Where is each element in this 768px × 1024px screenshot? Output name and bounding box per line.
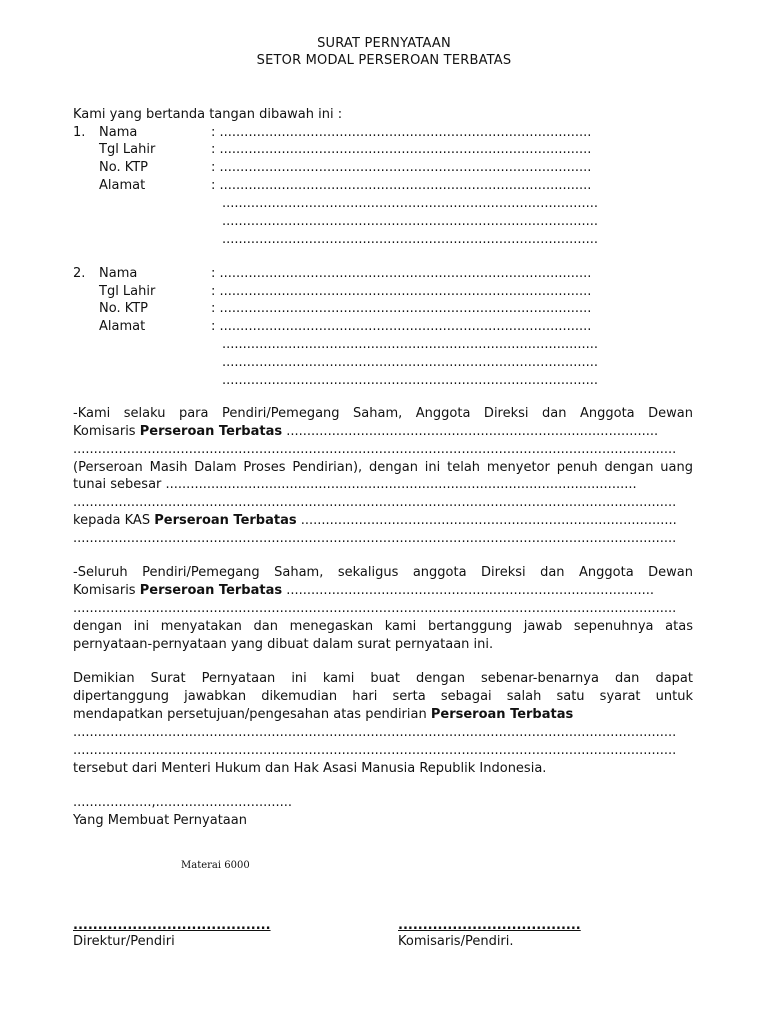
- person-1-tgl-blank: : ..........................................................................................: [211, 142, 592, 157]
- person-1-alamat-cont-2: ...........................................................................................: [222, 214, 599, 229]
- p1-line-2: Komisaris Perseroan Terbatas ..........................................................................................: [73, 424, 659, 439]
- person-2-alamat-label: Alamat: [99, 319, 146, 334]
- person-2-alamat-cont-1: ...........................................................................................: [222, 337, 599, 352]
- person-1-tgl-label: Tgl Lahir: [99, 142, 156, 157]
- p2-line-2: Komisaris Perseroan Terbatas .........................................................................................: [73, 583, 655, 598]
- p3-line-3: mendapatkan persetujuan/pengesahan atas pendirian Perseroan Terbatas: [73, 707, 574, 722]
- p2-line-4: dengan ini menyatakan dan menegaskan kami bertanggung jawab sepenuhnya atas: [73, 619, 693, 634]
- p1-line-7: kepada KAS Perseroan Terbatas ...........................................................................................: [73, 513, 677, 528]
- right-signature-label: Komisaris/Pendiri.: [398, 934, 514, 949]
- signer-label: Yang Membuat Pernyataan: [73, 813, 247, 828]
- p1-line-4: (Perseroan Masih Dalam Proses Pendirian), dengan ini telah menyetor penuh dengan uang: [73, 460, 693, 475]
- person-2-tgl-label: Tgl Lahir: [99, 284, 156, 299]
- p1-line-6: ..................................................................................................................................................: [73, 495, 677, 510]
- person-1-alamat-blank: : ..........................................................................................: [211, 178, 592, 193]
- person-1-nama-blank: : ..........................................................................................: [211, 125, 592, 140]
- person-2-number: 2.: [73, 266, 86, 281]
- title-line-1: SURAT PERNYATAAN: [317, 36, 451, 51]
- person-2-nama-label: Nama: [99, 266, 138, 281]
- p1-line-5: tunai sebesar ..................................................................................................................: [73, 477, 637, 492]
- p3-bold-company: Perseroan Terbatas: [430, 707, 574, 722]
- p3-line-2: dipertanggung jawabkan dikemudian hari serta sebagai salah satu syarat untuk: [73, 689, 693, 704]
- p1-line-8: ..................................................................................................................................................: [73, 531, 677, 546]
- right-signature-line: .....................................: [398, 918, 581, 933]
- person-2-alamat-cont-2: ...........................................................................................: [222, 355, 599, 370]
- p1-bold-company-2: Perseroan Terbatas: [154, 513, 297, 528]
- person-1-alamat-label: Alamat: [99, 178, 146, 193]
- p2-line-5: pernyataan-pernyataan yang dibuat dalam surat pernyataan ini.: [73, 637, 494, 652]
- p1-line-1: -Kami selaku para Pendiri/Pemegang Saham, Anggota Direksi dan Anggota Dewan: [73, 406, 693, 421]
- p1-line-3: ..................................................................................................................................................: [73, 442, 677, 457]
- person-2-ktp-blank: : ..........................................................................................: [211, 301, 592, 316]
- p2-line-3: ..................................................................................................................................................: [73, 601, 677, 616]
- p2-bold-company: Perseroan Terbatas: [139, 583, 283, 598]
- p2-line-1: -Seluruh Pendiri/Pemegang Saham, sekaligus anggota Direksi dan Anggota Dewan: [73, 565, 693, 580]
- title-line-2: SETOR MODAL PERSEROAN TERBATAS: [256, 53, 512, 68]
- left-signature-label: Direktur/Pendiri: [73, 934, 175, 949]
- person-2-nama-blank: : ..........................................................................................: [211, 266, 592, 281]
- person-2-ktp-label: No. KTP: [99, 301, 149, 316]
- p3-line-6: tersebut dari Menteri Hukum dan Hak Asasi Manusia Republik Indonesia.: [73, 761, 547, 776]
- p3-line-5: ..................................................................................................................................................: [73, 743, 677, 758]
- person-2-alamat-cont-3: ...........................................................................................: [222, 373, 599, 388]
- p3-line-4: ..................................................................................................................................................: [73, 725, 677, 740]
- person-1-number: 1.: [73, 125, 86, 140]
- intro-text: Kami yang bertanda tangan dibawah ini :: [73, 107, 343, 122]
- p1-bold-company: Perseroan Terbatas: [139, 424, 283, 439]
- p3-line-1: Demikian Surat Pernyataan ini kami buat dengan sebenar-benarnya dan dapat: [73, 671, 693, 686]
- person-1-ktp-blank: : ..........................................................................................: [211, 160, 592, 175]
- person-1-alamat-cont-3: ...........................................................................................: [222, 232, 599, 247]
- person-1-ktp-label: No. KTP: [99, 160, 149, 175]
- left-signature-line: ........................................: [73, 918, 271, 933]
- person-1-alamat-cont-1: ...........................................................................................: [222, 196, 599, 211]
- person-2-alamat-blank: : ..........................................................................................: [211, 319, 592, 334]
- person-1-nama-label: Nama: [99, 125, 138, 140]
- materai-stamp-label: Materai 6000: [181, 860, 250, 871]
- person-2-tgl-blank: : ..........................................................................................: [211, 284, 592, 299]
- place-date-blank: ...................,.................................: [73, 795, 293, 810]
